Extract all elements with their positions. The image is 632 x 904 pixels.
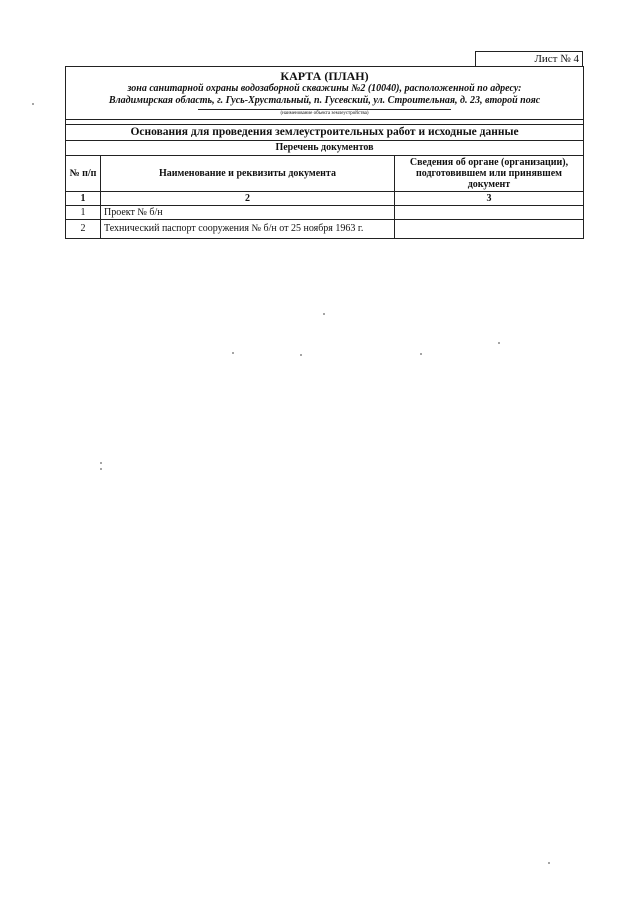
- index-cell: 1: [66, 192, 101, 206]
- scan-speck: [232, 352, 234, 354]
- scan-speck: [100, 468, 102, 470]
- header-name: Наименование и реквизиты документа: [101, 156, 395, 192]
- row-num: 2: [66, 220, 101, 238]
- table-row: [66, 220, 583, 238]
- map-subtitle-line2: Владимирская область, г. Гусь-Хрустальный, п. Гусевский, ул. Строительная, д. 23, второй пояс: [108, 95, 541, 106]
- table-index-row: [66, 192, 583, 206]
- section-title: Основания для проведения землеустроительных работ и исходные данные: [66, 125, 583, 141]
- scan-speck: [498, 342, 500, 344]
- row-num: 1: [66, 206, 101, 220]
- row-org: [395, 220, 584, 238]
- map-title: КАРТА (ПЛАН): [280, 69, 369, 83]
- documents-list-title: Перечень документов: [66, 141, 583, 156]
- map-header: [66, 67, 583, 120]
- header-num: № п/п: [66, 156, 101, 192]
- object-caption: (наименование объекта землеустройства): [198, 109, 451, 118]
- table-header-row: [66, 156, 583, 192]
- scan-speck: [548, 862, 550, 864]
- documents-table: [66, 156, 583, 238]
- index-cell: 2: [101, 192, 395, 206]
- scan-speck: [100, 462, 102, 464]
- row-name: Технический паспорт сооружения № б/н от 25 ноября 1963 г.: [101, 220, 395, 238]
- document-frame: [65, 66, 584, 239]
- index-cell: 3: [395, 192, 584, 206]
- header-org: Сведения об органе (организации), подготовившем или принявшем документ: [395, 156, 584, 192]
- sheet-number: Лист № 4: [475, 51, 583, 66]
- row-name: Проект № б/н: [101, 206, 395, 220]
- scan-speck: [32, 103, 34, 105]
- map-subtitle-line1: зона санитарной охраны водозаборной скважины №2 (10040), расположенной по адресу:: [127, 83, 522, 94]
- row-org: [395, 206, 584, 220]
- scan-speck: [420, 353, 422, 355]
- table-row: [66, 206, 583, 220]
- scan-speck: [323, 313, 325, 315]
- scan-speck: [300, 354, 302, 356]
